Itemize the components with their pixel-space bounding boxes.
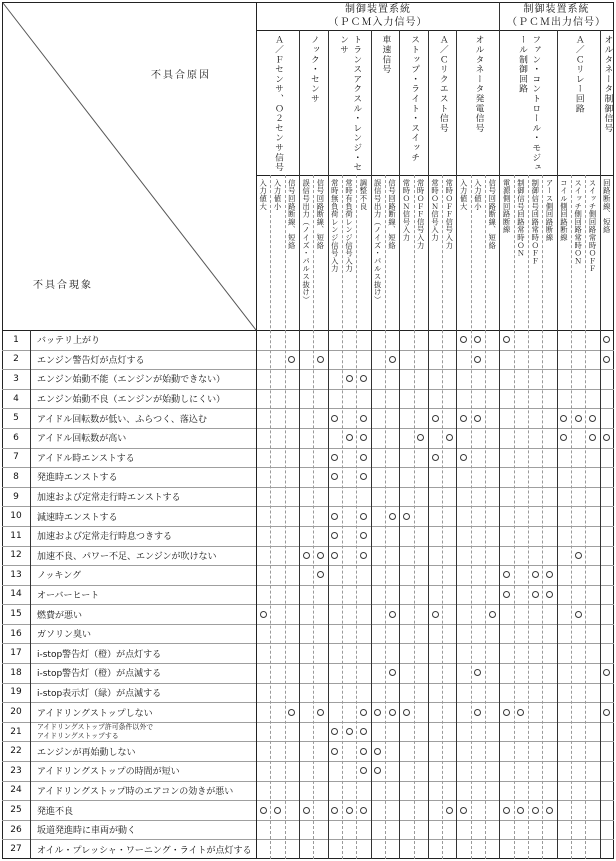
mark-circle	[575, 415, 582, 422]
mark-circle	[517, 709, 524, 716]
failure-mode-label: 常時ＯＦＦ信号入力	[416, 179, 426, 250]
failure-mode-label-cell	[385, 176, 399, 329]
mark-circle	[517, 807, 524, 814]
symptom-label	[30, 585, 263, 605]
failure-mode-label: スイッチ側回路常時ＯＦＦ	[588, 179, 598, 273]
failure-mode-label: 常時ＯＮ信号入力	[430, 179, 440, 242]
symptom-label	[30, 506, 263, 526]
failure-mode-label-cell	[399, 176, 413, 329]
failure-mode-label-cell	[285, 176, 299, 329]
symptom-label	[30, 761, 263, 781]
symptom-label-line: アイドリングストップする	[37, 731, 119, 740]
symptom-label-line: ノッキング	[37, 571, 82, 582]
failure-mode-label-cell	[371, 176, 385, 329]
symptom-label-line: エンジン始動不能（エンジンが始動できない）	[37, 375, 226, 386]
symptom-label	[30, 643, 263, 663]
signal-group-name	[399, 31, 428, 174]
symptom-label	[30, 839, 263, 859]
mark-circle	[331, 415, 338, 422]
symptom-label	[30, 565, 263, 585]
failure-mode-label-cell	[557, 176, 571, 329]
symptom-label	[30, 330, 263, 350]
symptom-label-line: アイドリングストップ時のエアコンの効きが悪い	[37, 786, 234, 797]
failure-mode-label-cell	[528, 176, 542, 329]
symptom-label	[30, 389, 263, 409]
symptom-label-line: 坂道発進時に車両が動く	[37, 826, 137, 837]
failure-mode-label: 誤信号出力（ノイズ・パルス抜け）	[373, 179, 383, 304]
mark-circle	[532, 591, 539, 598]
symptom-label-line: オーバーヒート	[37, 590, 100, 601]
failure-mode-label: 常時ＯＦＦ信号入力	[445, 179, 455, 250]
mark-circle	[389, 669, 396, 676]
mark-circle	[389, 513, 396, 520]
failure-mode-label-cell	[456, 176, 470, 329]
mark-circle	[432, 415, 439, 422]
mark-circle	[288, 709, 295, 716]
symptom-label	[30, 467, 263, 487]
mark-circle	[374, 748, 381, 755]
mark-circle	[317, 552, 324, 559]
signal-group-name	[499, 31, 556, 174]
mark-circle	[360, 454, 367, 461]
failure-mode-label: 入力値大	[459, 179, 469, 211]
signal-group-name	[600, 31, 614, 174]
failure-mode-label-cell	[485, 176, 499, 329]
mark-circle	[360, 748, 367, 755]
mark-circle	[360, 807, 367, 814]
failure-mode-label: 信号回路断線、短絡	[388, 179, 398, 250]
symptom-label	[30, 624, 263, 644]
mark-circle	[317, 709, 324, 716]
mark-circle	[532, 807, 539, 814]
row-number: 11	[10, 530, 22, 541]
symptom-label-line: バッテリ上がり	[37, 336, 101, 347]
mark-circle	[575, 611, 582, 618]
symptom-label-line: アイドリングストップしない	[37, 708, 153, 719]
signal-group-name-text: Ａ／Ｃリレー回路	[573, 35, 584, 114]
symptom-label-line: 燃費が悪い	[37, 610, 83, 621]
mark-circle	[432, 611, 439, 618]
symptom-label	[30, 604, 263, 624]
failure-mode-label-cell	[299, 176, 313, 329]
failure-mode-label-cell	[542, 176, 556, 329]
failure-mode-label-cell	[471, 176, 485, 329]
symptom-label-line: 減速時エンストする	[37, 512, 118, 523]
symptom-label-line: エンジン始動不良（エンジンが始動しにくい）	[37, 395, 226, 406]
failure-mode-label-cell	[428, 176, 442, 329]
failure-mode-label-cell	[600, 176, 614, 329]
row-number: 4	[13, 393, 19, 404]
mark-circle	[360, 415, 367, 422]
signal-group-name-text: ノック・センサ	[308, 35, 319, 104]
mark-circle	[389, 611, 396, 618]
mark-circle	[546, 591, 553, 598]
symptom-label	[30, 781, 263, 801]
signal-group-name-text: トランスアクスル・レンジ・センサ	[338, 35, 362, 173]
symptom-label-line: アイドリングストップ許可条件以外で	[37, 723, 154, 732]
mark-circle	[503, 709, 510, 716]
mark-circle	[403, 513, 410, 520]
failure-mode-label-cell	[270, 176, 284, 329]
row-number: 6	[13, 432, 19, 443]
row-number: 21	[10, 726, 22, 737]
failure-mode-label: 信号回路断線、短絡	[316, 179, 326, 250]
failure-mode-label-cell	[442, 176, 456, 329]
signal-group-name-text: オルタネータ制御信号	[602, 35, 613, 133]
signal-group-name-text: ストップ・ライト・スイッチ	[409, 35, 420, 163]
row-number: 16	[10, 628, 22, 639]
mark-circle	[503, 807, 510, 814]
mark-circle	[460, 807, 467, 814]
mark-circle	[346, 728, 353, 735]
row-number: 12	[10, 550, 22, 561]
symptom-label-line: 発進時エンストする	[37, 473, 118, 484]
mark-circle	[331, 807, 338, 814]
pcm-output-group-title: 制御装置系統 （ＰＣＭ出力信号）	[507, 4, 606, 28]
symptom-label	[30, 526, 263, 546]
symptom-label-line: ガソリン臭い	[37, 630, 92, 641]
row-number: 8	[13, 471, 19, 482]
failure-mode-label: 常時無負荷レンジ信号入力	[330, 179, 340, 273]
symptom-label-line: 加速不良、パワー不足、エンジンが吹けない	[37, 551, 217, 562]
symptom-label	[30, 369, 263, 389]
mark-circle	[260, 807, 267, 814]
mark-circle	[489, 611, 496, 618]
mark-circle	[546, 807, 553, 814]
failure-mode-label: 入力値小	[473, 179, 483, 211]
mark-circle	[303, 807, 310, 814]
row-number: 1	[13, 334, 19, 345]
failure-mode-label-cell	[256, 176, 270, 329]
failure-mode-label: アース側回路断線	[545, 179, 555, 242]
mark-circle	[403, 709, 410, 716]
failure-mode-label: 制御信号回路常時ＯＮ	[516, 179, 526, 257]
signal-group-name-text: Ａ／Ｃリクエスト信号	[437, 35, 448, 133]
mark-circle	[346, 807, 353, 814]
failure-mode-label: 調整不良	[359, 179, 369, 211]
row-number: 23	[10, 765, 22, 776]
mark-circle	[360, 709, 367, 716]
signal-group-name-text: 車速信号	[380, 35, 391, 75]
failure-mode-label-cell	[313, 176, 327, 329]
symptom-label-line: オイル・プレッシャ・ワーニング・ライトが点灯する	[37, 845, 252, 856]
failure-mode-label: 信号回路断線、短絡	[488, 179, 498, 250]
signal-group-name	[256, 31, 299, 174]
failure-mode-label-cell	[414, 176, 428, 329]
failure-mode-label: 電源側回路断線	[502, 179, 512, 234]
failure-mode-label: 入力値小	[273, 179, 283, 211]
symptom-label	[30, 350, 263, 370]
row-number: 19	[10, 687, 22, 698]
signal-group-name-text: ファン・コントロール・モジュール制御回路	[517, 35, 541, 173]
signal-group-name	[328, 31, 371, 174]
failure-mode-label-cell	[585, 176, 599, 329]
symptom-label-line: エンジンが再始動しない	[37, 747, 136, 758]
row-number: 20	[10, 707, 22, 718]
symptom-label	[30, 448, 263, 468]
mark-circle	[446, 807, 453, 814]
symptom-label	[30, 800, 263, 820]
mark-circle	[374, 709, 381, 716]
mark-circle	[331, 513, 338, 520]
failure-mode-label: 常時有負荷レンジ信号入力	[345, 179, 355, 273]
failure-mode-label-cell	[571, 176, 585, 329]
failure-mode-label: 制御信号回路常時ＯＦＦ	[531, 179, 541, 265]
pcm-input-group-title: 制御装置系統 （ＰＣＭ入力信号）	[328, 4, 428, 28]
failure-mode-label: コイル側回路断線	[559, 179, 569, 242]
symptom-label	[30, 820, 263, 840]
failure-mode-label-cell	[499, 176, 513, 329]
row-number: 13	[10, 569, 22, 580]
symptom-label-line: i-stop警告灯（橙）が点灯する	[37, 649, 162, 660]
row-number: 27	[10, 844, 22, 855]
symptom-label	[30, 546, 263, 566]
symptom-label-line: 加速および定常走行時息つきする	[37, 532, 173, 543]
failure-mode-label-cell	[356, 176, 370, 329]
mark-circle	[303, 552, 310, 559]
row-number: 15	[10, 609, 22, 620]
symptom-label-line: エンジン警告灯が点灯する	[37, 355, 145, 366]
signal-group-name	[456, 31, 499, 174]
row-number: 17	[10, 648, 22, 659]
mark-circle	[346, 434, 353, 441]
symptom-label-line: i-stop警告灯（橙）が点滅する	[37, 669, 162, 680]
row-number: 18	[10, 667, 22, 678]
mark-circle	[360, 513, 367, 520]
symptom-label	[30, 702, 263, 722]
symptom-label-line: アイドル回転数が低い、ふらつく、落込む	[37, 414, 207, 425]
symptom-label	[30, 741, 263, 761]
symptom-label-line: アイドル時エンストする	[37, 453, 135, 464]
symptom-label	[30, 683, 263, 703]
row-number: 3	[13, 373, 19, 384]
failure-mode-label: スイッチ側回路常時ＯＮ	[574, 179, 584, 265]
row-number: 25	[10, 805, 22, 815]
row-number: 10	[10, 511, 22, 522]
mark-circle	[432, 454, 439, 461]
symptom-label-line: 発進不良	[37, 806, 74, 817]
symptom-label-line: i-stop表示灯（緑）が点滅する	[37, 688, 162, 699]
mark-circle	[575, 552, 582, 559]
signal-group-name	[371, 31, 400, 174]
row-number: 14	[10, 589, 22, 600]
failure-mode-label: 入力値大	[259, 179, 269, 211]
mark-circle	[389, 356, 396, 363]
symptom-label-line: 加速および定常走行時エンストする	[37, 493, 181, 504]
mark-circle	[360, 552, 367, 559]
symptom-header-label: 不具合現象	[33, 280, 93, 291]
failure-mode-label-cell	[342, 176, 356, 329]
failure-mode-label: 誤信号出力（ノイズ・パルス抜け）	[302, 179, 312, 304]
mark-circle	[389, 709, 396, 716]
failure-mode-label-cell	[328, 176, 342, 329]
symptom-label	[30, 428, 263, 448]
mark-circle	[360, 728, 367, 735]
mark-circle	[274, 807, 281, 814]
mark-circle	[589, 415, 596, 422]
mark-circle	[331, 748, 338, 755]
signal-group-name-text: Ａ／Ｆセンサ、Ｏ２センサ信号	[273, 35, 284, 173]
failure-mode-label: 常時ＯＮ信号入力	[402, 179, 412, 242]
symptom-label	[30, 722, 263, 742]
failure-mode-label: 回路断線、短絡	[602, 179, 612, 234]
signal-group-name	[428, 31, 457, 174]
symptom-label	[30, 487, 263, 507]
mark-circle	[260, 611, 267, 618]
row-number: 22	[10, 746, 22, 757]
symptom-label	[30, 408, 263, 428]
row-number: 2	[13, 354, 19, 365]
symptom-label	[30, 663, 263, 683]
row-number: 26	[10, 824, 22, 835]
row-number: 9	[13, 491, 19, 502]
mark-circle	[317, 356, 324, 363]
failure-mode-label-cell	[514, 176, 528, 329]
mark-circle	[460, 415, 467, 422]
mark-circle	[603, 709, 610, 716]
mark-circle	[460, 454, 467, 461]
signal-group-name-text: オルタネータ発電信号	[473, 35, 484, 133]
row-number: 7	[13, 452, 19, 463]
cause-header-label: 不具合原因	[151, 70, 211, 81]
symptom-label-line: アイドル回転数が高い	[37, 434, 127, 445]
symptom-label-line: アイドリングストップの時間が短い	[37, 767, 180, 778]
failure-mode-label: 信号回路断線、短絡	[287, 179, 297, 250]
signal-group-name	[557, 31, 600, 174]
row-number: 24	[10, 785, 22, 796]
row-number: 5	[13, 413, 19, 424]
signal-group-name	[299, 31, 328, 174]
